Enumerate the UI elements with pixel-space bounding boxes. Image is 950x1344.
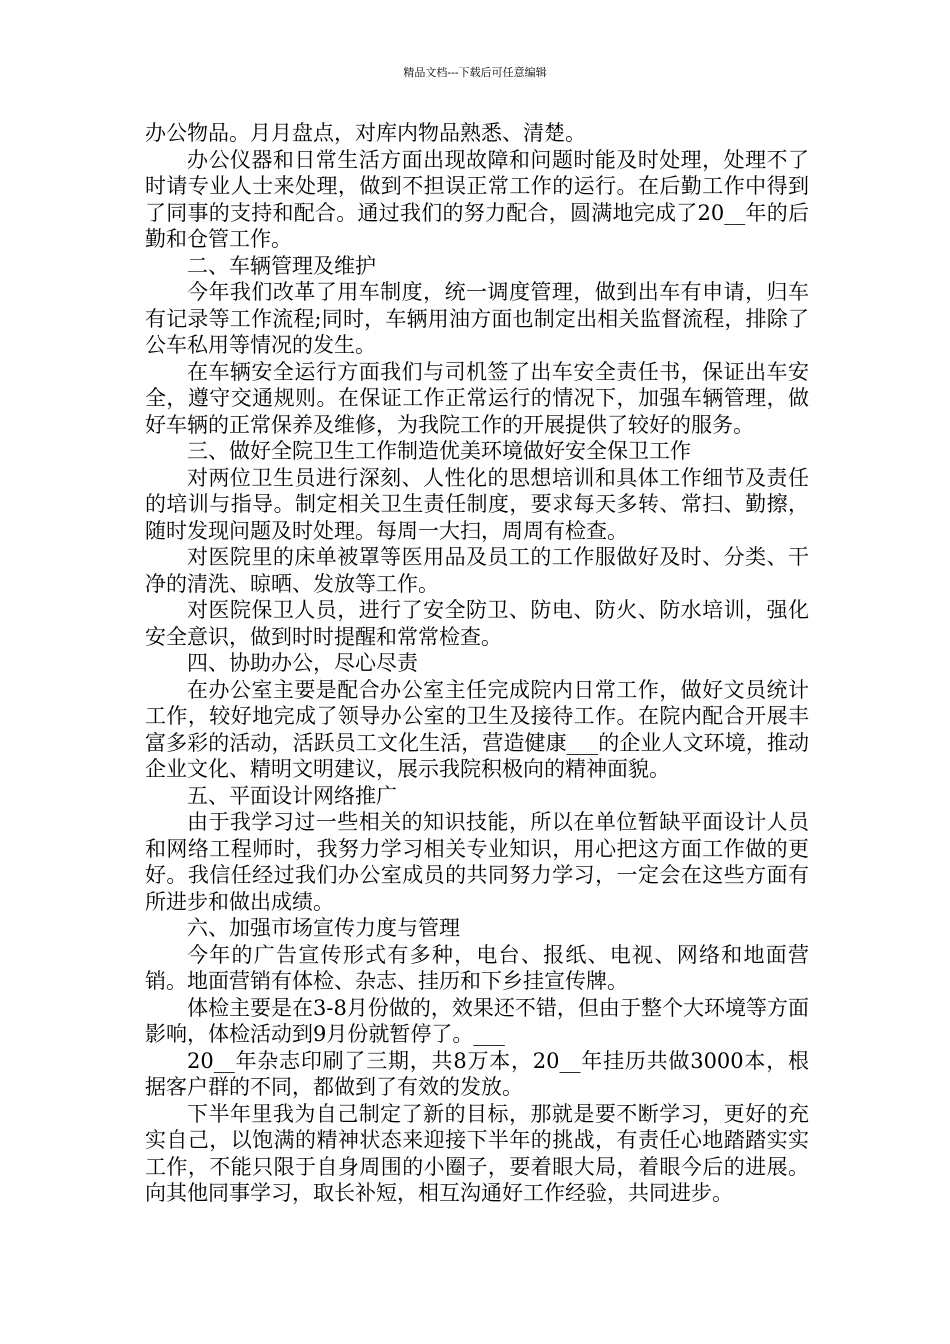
section-heading: 六、加强市场宣传力度与管理: [187, 916, 460, 940]
paragraph: 在办公室主要是配合办公室主任完成院内日常工作，做好文员统计工作，较好地完成了领导办公室的卫生及接待工作。在院内配合开展丰富多彩的活动，活跃员工文化生活，营造健康___的企业人文环境，推动企业文化、精明文明建议，展示我院积极向的精神面貌。: [145, 677, 809, 781]
paragraph: 办公物品。月月盘点，对库内物品熟悉、清楚。: [145, 121, 586, 145]
paragraph: 下半年里我为自己制定了新的目标，那就是要不断学习，更好的充实自己，以饱满的精神状态来迎接下半年的挑战，有责任心地踏踏实实工作，不能只限于自身周围的小圈子，要着眼大局，着眼今后的进展。向其他同事学习，取长补短，相互沟通好工作经验，共同进步。: [145, 1101, 809, 1205]
paragraph: 对两位卫生员进行深刻、人性化的思想培训和具体工作细节及责任的培训与指导。制定相关卫生责任制度，要求每天多转、常扫、勤擦，随时发现问题及时处理。每周一大扫，周周有检查。: [145, 465, 809, 543]
paragraph: 对医院保卫人员，进行了安全防卫、防电、防火、防水培训，强化安全意识，做到时时提醒和常常检查。: [145, 598, 809, 649]
page-header: 精品文档---下载后可任意编辑: [403, 66, 547, 79]
section-heading: 四、协助办公，尽心尽责: [187, 651, 418, 675]
paragraph: 对医院里的床单被罩等医用品及员工的工作服做好及时、分类、干净的清洗、晾晒、发放等工作。: [145, 545, 809, 596]
paragraph: 由于我学习过一些相关的知识技能，所以在单位暂缺平面设计人员和网络工程师时，我努力学习相关专业知识，用心把这方面工作做的更好。我信任经过我们办公室成员的共同努力学习，一定会在这些方面有所进步和做出成绩。: [145, 810, 809, 914]
paragraph: 在车辆安全运行方面我们与司机签了出车安全责任书，保证出车安全，遵守交通规则。在保证工作正常运行的情况下，加强车辆管理，做好车辆的正常保养及维修，为我院工作的开展提供了较好的服务。: [145, 359, 809, 437]
paragraph: 今年的广告宣传形式有多种，电台、报纸、电视、网络和地面营销。地面营销有体检、杂志、挂历和下乡挂宣传牌。: [145, 942, 809, 993]
document-body: [145, 120, 809, 1207]
section-heading: 二、车辆管理及维护: [187, 253, 376, 278]
section-heading: 三、做好全院卫生工作制造优美环境做好安全保卫工作: [187, 439, 691, 463]
paragraph: 体检主要是在3-8月份做的，效果还不错，但由于整个大环境等方面影响，体检活动到9月份就暂停了。___: [145, 995, 809, 1046]
paragraph: 20__年杂志印刷了三期，共8万本，20__年挂历共做3000本，根据客户群的不同，都做到了有效的发放。: [145, 1048, 809, 1099]
paragraph: 今年我们改革了用车制度，统一调度管理，做到出车有申请，归车有记录等工作流程;同时，车辆用油方面也制定出相关监督流程，排除了公车私用等情况的发生。: [145, 280, 809, 357]
paragraph: 办公仪器和日常生活方面出现故障和问题时能及时处理，处理不了时请专业人士来处理，做到不担误正常工作的运行。在后勤工作中得到了同事的支持和配合。通过我们的努力配合，圆满地完成了20__年的后勤和仓管工作。: [145, 147, 809, 251]
section-heading: 五、平面设计网络推广: [187, 783, 397, 808]
